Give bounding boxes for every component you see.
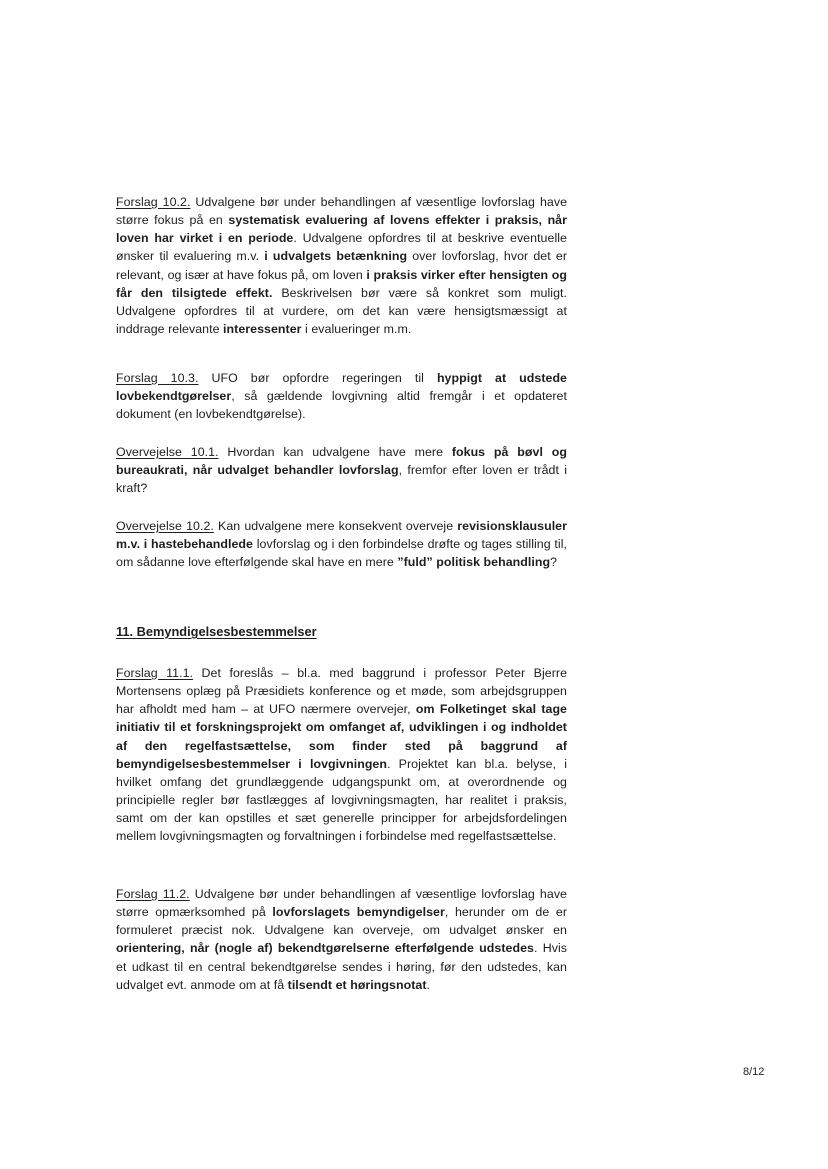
body-text: . Udvalgene opfordres til at beskrive eventuelle ønsker til evaluering m.v. [116, 231, 567, 264]
paragraph-forslag-10-3 [116, 369, 567, 423]
bold-text: hyppigt at udstede lovbekendtgørelser [116, 371, 568, 404]
body-text: . Hvis et udkast til en central bekendtgørelse sendes i høring, før den udstedes, kan udvalget evt. anmode om at få [116, 941, 567, 992]
body-text: Beskrivelsen bør være så konkret som muligt. Udvalgene opfordres til at vurdere, om det kan være hensigtsmæssigt at inddrage relevante [116, 285, 567, 337]
body-text: , fremfor efter loven er trådt i kraft? [116, 463, 567, 496]
body-text: lovforslag og i den forbindelse drøfte og tages stilling til, om sådanne love efterfølgende skal have en mere [116, 537, 567, 570]
body-text: over lovforslag, hvor det er relevant, og især at have fokus på, om loven [116, 249, 567, 282]
body-text: Udvalgene bør under behandlingen af væsentlige lovforslag have større fokus på en [116, 195, 568, 228]
bold-text: lovforslagets bemyndigelser [272, 905, 445, 920]
paragraph-label: Forslag 11.1. [116, 666, 194, 680]
body-text: , herunder om de er formuleret præcist nok. Udvalgene kan overveje, om udvalget ønsker en [116, 905, 567, 938]
body-text: Hvordan kan udvalgene have mere [218, 445, 452, 459]
body-text: i evalueringer m.m. [301, 322, 412, 337]
bold-text: systematisk evaluering af lovens effekter i praksis, når loven har virket i en periode [116, 213, 567, 246]
bold-text: om Folketinget skal tage initiativ til et forskningsprojekt om omfanget af, udviklingen i og indholdet af den regelfastsættelse, som finder sted på baggrund af bemyndigelsesbestemmelser i lovgivningen [116, 702, 567, 771]
bold-text: orientering, når (nogle af) bekendtgørelserne efterfølgende udstedes [116, 941, 534, 956]
body-text: , så gældende lovgivning altid fremgår i et opdateret dokument (en lovbekendtgørelse). [116, 389, 567, 422]
bold-text: interessenter [223, 322, 302, 337]
body-text: ? [550, 555, 558, 570]
paragraph-label: Overvejelse 10.2. [116, 519, 214, 533]
paragraph-label: Overvejelse 10.1. [116, 445, 219, 459]
paragraph-overvejelse-10-1 [116, 443, 567, 497]
paragraph-label: Forslag 11.2. [116, 887, 190, 901]
body-text: . Projektet kan bl.a. belyse, i hvilket omfang det grundlæggende udgangspunkt om, at overordnende og principielle regler bør fastlægges af lovgivningsmagten, har realitet i praksis, samt om der kan opstilles et sæt generelle principper for arbejdsfordelingen mellem lovgivningsmagten og forvaltningen i forbindelse med regelfastsættelse. [116, 756, 567, 844]
paragraph-label: Forslag 10.3. [116, 371, 199, 385]
paragraph-forslag-10-2 [116, 193, 567, 338]
page-number: 8/12 [743, 1066, 765, 1078]
bold-text: ”fuld” politisk behandling [397, 555, 551, 570]
body-text: Udvalgene bør under behandlingen af væsentlige lovforslag have større opmærksomhed på [116, 887, 567, 920]
body-text: Det foreslås – bl.a. med baggrund i professor Peter Bjerre Mortensens oplæg på Præsidiets konference og et møde, som arbejdsgruppen har afholdt med ham – at UFO nærmere overvejer, [116, 666, 568, 717]
paragraph-overvejelse-10-2 [116, 517, 567, 571]
bold-text: i praksis virker efter hensigten og får den tilsigtede effekt. [116, 267, 567, 300]
bold-text: fokus på bøvl og bureaukrati, når udvalget behandler lovforslag [116, 445, 567, 478]
paragraph-label: Forslag 10.2. [116, 195, 191, 209]
section-heading: 11. Bemyndigelsesbestemmelser [116, 624, 317, 639]
bold-text: revisionsklausuler m.v. i hastebehandlede [116, 519, 567, 552]
body-text: Kan udvalgene mere konsekvent overveje [213, 519, 458, 533]
body-text: UFO bør opfordre regeringen til [198, 371, 437, 385]
body-text: . [426, 977, 431, 992]
paragraph-forslag-11-1 [116, 664, 567, 846]
paragraph-forslag-11-2 [116, 885, 567, 994]
bold-text: tilsendt et høringsnotat [287, 977, 427, 992]
bold-text: i udvalgets betænkning [264, 249, 408, 264]
